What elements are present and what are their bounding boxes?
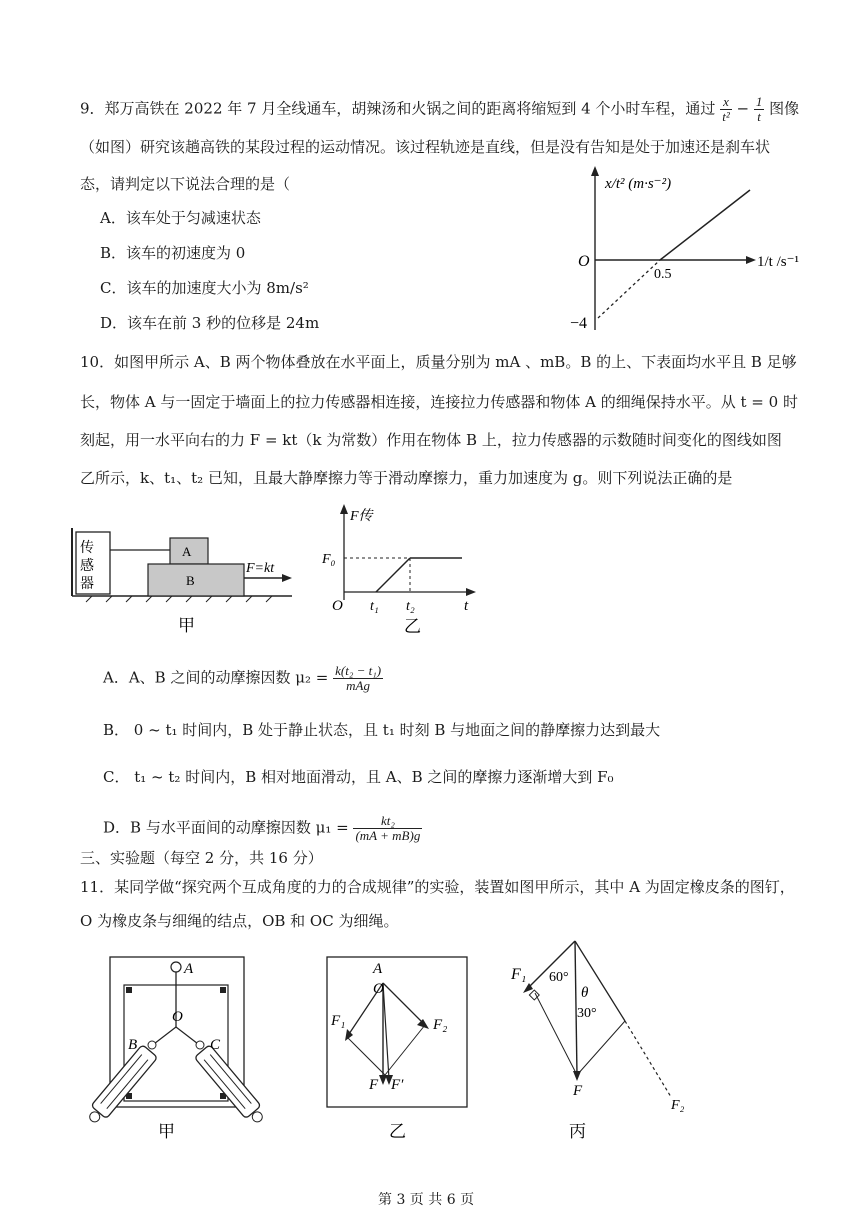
yi-ramp <box>376 558 410 592</box>
q9-dashed-extension <box>598 260 660 318</box>
q9-line2: （如图）研究该趟高铁的某段过程的运动情况。该过程轨迹是直线，但是没有告知是处于加速还是刹车状 <box>80 138 771 156</box>
bing-f2-dashed <box>625 1021 671 1097</box>
bing-parallel-right <box>577 1021 625 1075</box>
bing-f-label: F <box>573 1083 583 1099</box>
q9-frac-1-t: $\frac{1}{t}$ <box>755 94 763 124</box>
bing-f1-label: F₁ <box>511 966 527 983</box>
q9-graph-line <box>660 190 750 260</box>
bing-f2-label: F₂ <box>671 1098 685 1113</box>
pin-a <box>171 962 181 972</box>
sensor-label-1: 传 <box>80 541 94 556</box>
jia-a: A <box>184 961 194 977</box>
q10-option-d: D．B 与水平面间的动摩擦因数 μ₁ = $\frac{\text{kt₂}}{(mA + mB)g}$ <box>103 813 421 843</box>
q9-x-intercept: 0.5 <box>654 267 672 282</box>
q11-bing-caption: 丙 <box>569 1122 586 1142</box>
q9-origin: O <box>578 253 590 270</box>
fig-jia-caption: 甲 <box>178 616 195 636</box>
bing-parallel-left <box>535 993 577 1075</box>
block-b <box>148 564 244 596</box>
yi-t2: t₂ <box>406 599 415 614</box>
yi-f: F <box>369 1077 379 1093</box>
q10-option-c: C． t₁ ~ t₂ 时间内，B 相对地面滑动，且 A、B 之间的摩擦力逐渐增大到 F₀ <box>103 768 614 786</box>
yi-fp: F′ <box>391 1077 404 1093</box>
q10-line4: 乙所示，k、t₁、t₂ 已知，且最大静摩擦力等于滑动摩擦力，重力加速度为 g。则下列说法正确的是 <box>80 469 733 487</box>
q9-option-d: D．该车在前 3 秒的位移是 24m <box>100 314 320 332</box>
bing-60: 60° <box>549 970 569 985</box>
q11-fig-bing <box>505 935 705 1145</box>
q11-yi-caption: 乙 <box>389 1122 406 1142</box>
sensor-label-3: 器 <box>80 577 94 592</box>
bing-theta: θ <box>581 985 589 1001</box>
q10-line1: 10．如图甲所示 A、B 两个物体叠放在水平面上，质量分别为 mA 、mB。B 的上、下表面均水平且 B 足够 <box>80 353 797 371</box>
q10-line2: 长，物体 A 与一固定于墙面上的拉力传感器相连接，连接拉力传感器和物体 A 的细绳保持水平。从 t = 0 时 <box>80 393 798 411</box>
yi-t1: t₁ <box>370 599 379 614</box>
q10-line3: 刻起，用一水平向右的力 F = kt（k 为常数）作用在物体 B 上，拉力传感器的示数随时间变化的图线如图 <box>80 431 782 449</box>
q10-fig-yi <box>320 500 480 640</box>
yi-o: O <box>373 981 384 997</box>
q11-fig-yi <box>325 955 475 1145</box>
q11-jia-caption: 甲 <box>158 1122 175 1142</box>
fig-yi-caption: 乙 <box>404 617 421 637</box>
yi-a: A <box>373 961 383 977</box>
q9-option-c: C．该车的加速度大小为 8m/s² <box>100 279 309 297</box>
bing-30: 30° <box>577 1006 597 1021</box>
block-a-label: A <box>182 544 192 559</box>
q9-y-intercept: −4 <box>570 315 588 332</box>
yi-t: t <box>464 598 469 614</box>
q9-line1: 9．郑万高铁在 2022 年 7 月全线通车，胡辣汤和火锅之间的距离将缩短到 4 个小时车程，通过 $\frac{x}{\text{t²}}$ − $\frac{1}{t}$ 图像 <box>80 94 800 124</box>
q10-fig-jia <box>72 528 302 638</box>
yi-f2: F₂ <box>433 1017 448 1033</box>
q11-line2: O 为橡皮条与细绳的结点，OB 和 OC 为细绳。 <box>80 912 399 930</box>
q9-y-label: x/t² (m·s⁻²) <box>605 176 672 192</box>
force-label: F=kt <box>246 561 275 576</box>
block-b-label: B <box>186 573 195 588</box>
jia-b: B <box>128 1037 138 1053</box>
q9-option-a: A．该车处于匀减速状态 <box>100 209 261 227</box>
q11-fig-jia <box>80 955 260 1145</box>
yi-y-label: F传 <box>350 509 373 524</box>
yi-f0: F₀ <box>322 552 336 567</box>
yi-f1: F₁ <box>331 1013 346 1029</box>
sensor-label-2: 感 <box>80 559 94 574</box>
yi-origin: O <box>332 598 343 614</box>
q9-graph <box>560 160 800 340</box>
q9-option-b: B．该车的初速度为 0 <box>100 244 246 262</box>
q10-option-a: A．A、B 之间的动摩擦因数 μ₂ = $\frac{\text{k(t₂ − t₁)}}{\text{mAg}}$ <box>103 663 382 693</box>
q9-line3: 态，请判定以下说法合理的是（ <box>80 175 291 193</box>
q9-frac-x-t2: $\frac{x}{\text{t²}}$ <box>722 94 730 124</box>
q9-x-label: 1/t /s⁻¹ <box>757 254 800 270</box>
jia-c: C <box>210 1037 221 1053</box>
q10-option-b: B． 0 ~ t₁ 时间内，B 处于静止状态，且 t₁ 时刻 B 与地面之间的静摩擦力达到最大 <box>103 721 661 739</box>
q11-line1: 11．某同学做“探究两个互成角度的力的合成规律”的实验，装置如图甲所示，其中 A 为固定橡皮条的图钉， <box>80 878 795 896</box>
jia-o: O <box>172 1009 183 1025</box>
page-footer: 第 3 页 共 6 页 <box>378 1192 475 1208</box>
section-3-heading: 三、实验题（每空 2 分，共 16 分） <box>80 849 323 867</box>
